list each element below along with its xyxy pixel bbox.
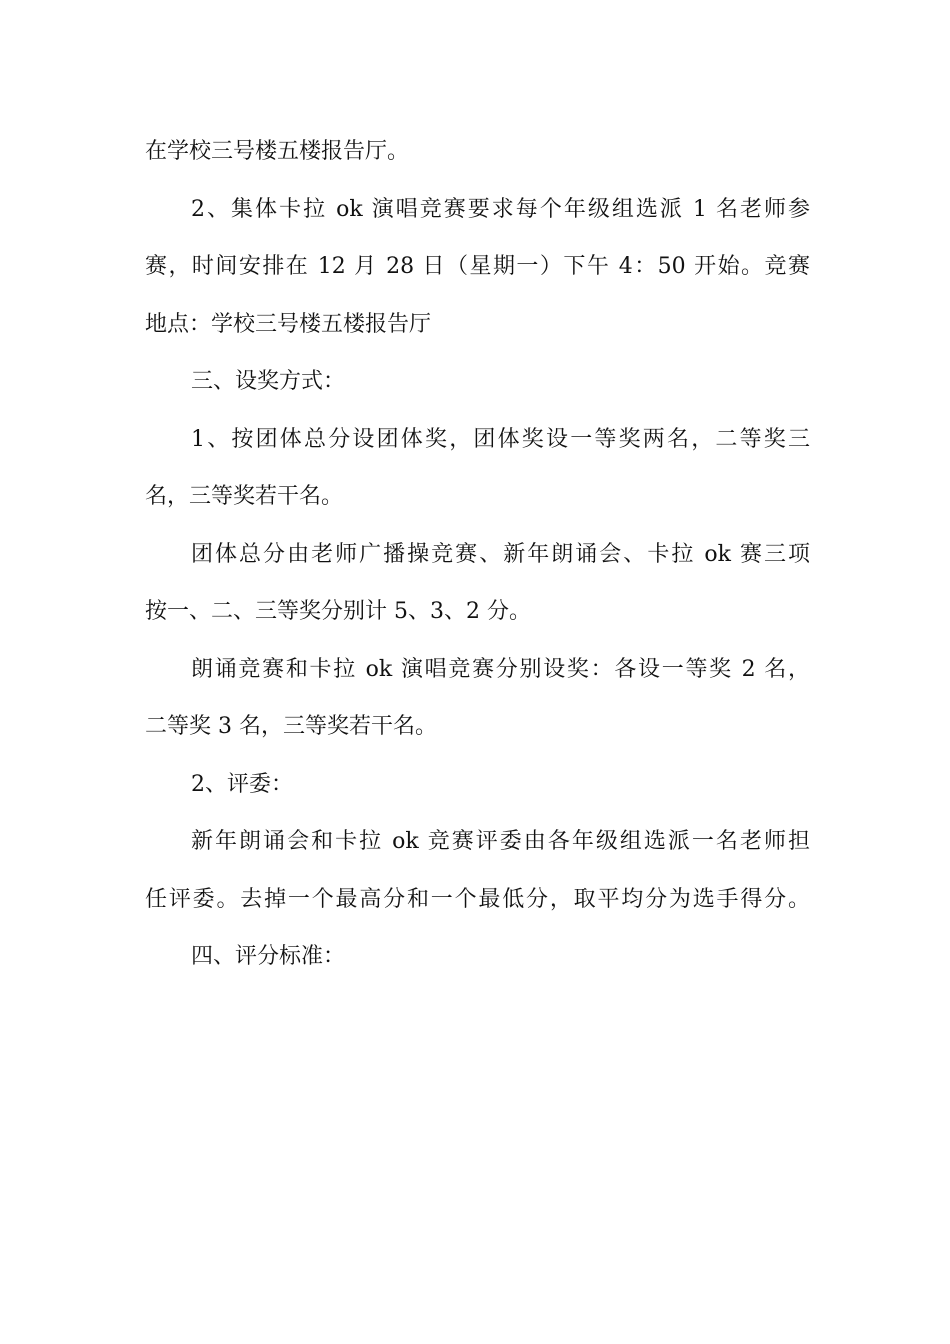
text-line: 赛，时间安排在 12 月 28 日（星期一）下午 4：50 开始。竞赛 [145,254,810,279]
section-heading: 四、评分标准： [191,944,346,969]
text-line: 二等奖 3 名，三等奖若干名。 [145,714,437,739]
text-line: 2、集体卡拉 ok 演唱竞赛要求每个年级组选派 1 名老师参 [191,196,810,222]
text-line: 1、按团体总分设团体奖，团体奖设一等奖两名，二等奖三 [191,426,810,452]
text-line: 朗诵竞赛和卡拉 ok 演唱竞赛分别设奖：各设一等奖 2 名， [191,656,810,682]
text-line: 名，三等奖若干名。 [145,484,344,509]
text-line: 任评委。去掉一个最高分和一个最低分，取平均分为选手得分。 [145,886,810,912]
text-line: 团体总分由老师广播操竞赛、新年朗诵会、卡拉 ok 赛三项 [191,541,810,567]
text-line: 按一、二、三等奖分别计 5、3、2 分。 [145,599,531,624]
text-line: 地点：学校三号楼五楼报告厅 [145,311,432,337]
text-line: 新年朗诵会和卡拉 ok 竞赛评委由各年级组选派一名老师担 [191,829,810,854]
text-line: 在学校三号楼五楼报告厅。 [145,139,410,164]
section-heading: 三、设奖方式： [191,369,346,394]
subsection-heading: 2、评委： [191,771,293,797]
document-body [145,123,810,986]
